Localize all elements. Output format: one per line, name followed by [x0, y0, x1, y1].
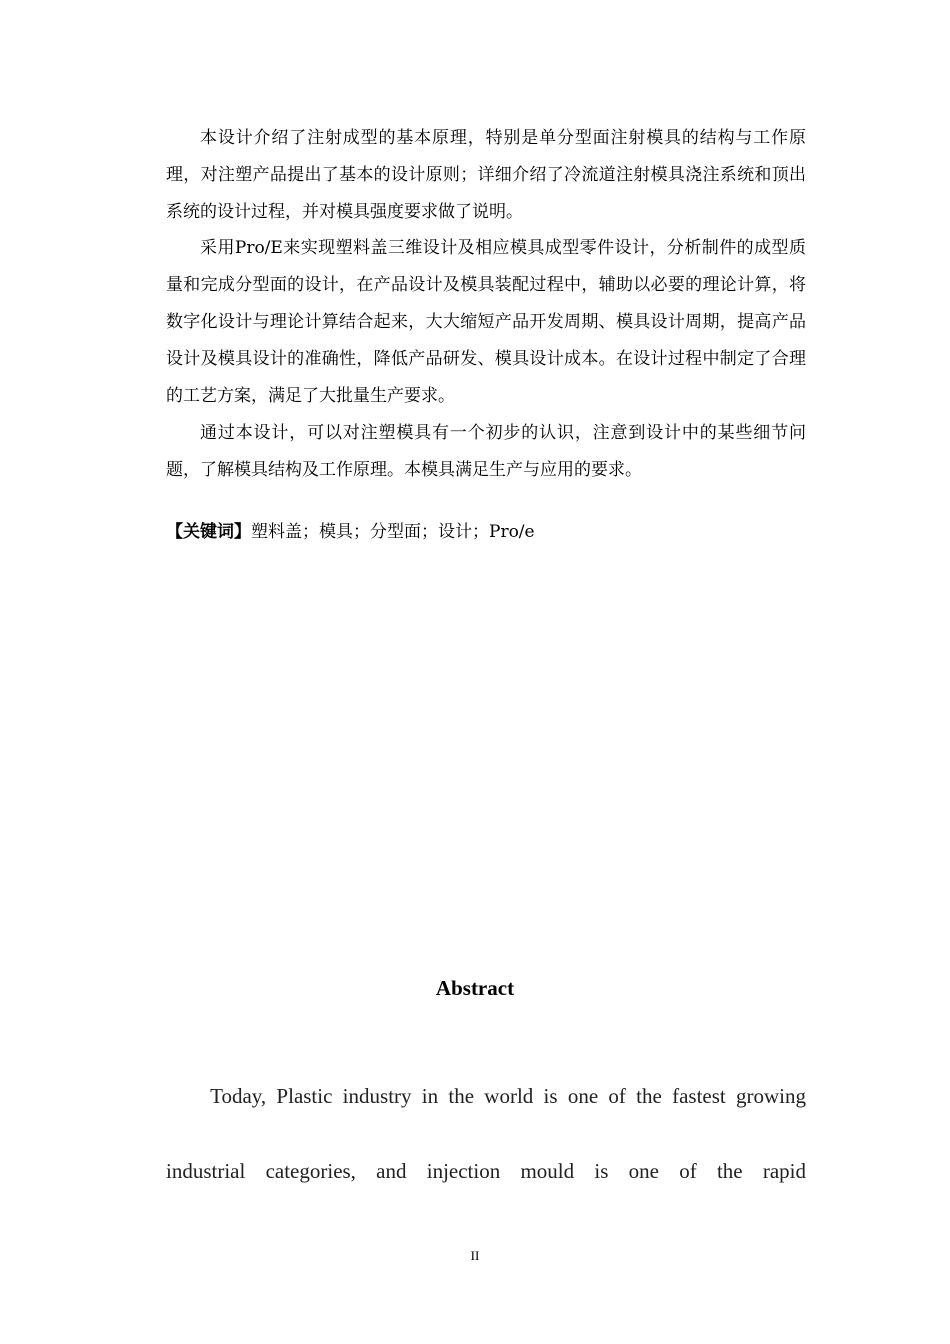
keywords-line — [166, 514, 535, 551]
keywords-label: 【关键词】 — [166, 522, 251, 542]
chinese-abstract-paragraph-1: 本设计介绍了注射成型的基本原理，特别是单分型面注射模具的结构与工作原理，对注塑产品提出了基本的设计原则；详细介绍了冷流道注射模具浇注系统和顶出系统的设计过程，并对模具强度要求做了说明。 — [166, 128, 806, 222]
keywords-text: 塑料盖；模具；分型面；设计；Pro/e — [251, 522, 535, 542]
abstract-title: Abstract — [435, 976, 515, 1000]
english-abstract-paragraph: Today, Plastic industry in the world is one of the fastest growing industrial categories, and injection mould is one of the rapid — [166, 1084, 806, 1183]
page-number: II — [470, 1248, 480, 1263]
chinese-abstract-paragraph-2: 采用Pro/E来实现塑料盖三维设计及相应模具成型零件设计，分析制件的成型质量和完成分型面的设计，在产品设计及模具装配过程中，辅助以必要的理论计算，将数字化设计与理论计算结合起来，大大缩短产品开发周期、模具设计周期，提高产品设计及模具设计的准确性，降低产品研发、模具设计成本。在设计过程中制定了合理的工艺方案，满足了大批量生产要求。 — [166, 238, 806, 406]
chinese-abstract-paragraph-3: 通过本设计，可以对注塑模具有一个初步的认识，注意到设计中的某些细节问题，了解模具结构及工作原理。本模具满足生产与应用的要求。 — [166, 423, 806, 480]
